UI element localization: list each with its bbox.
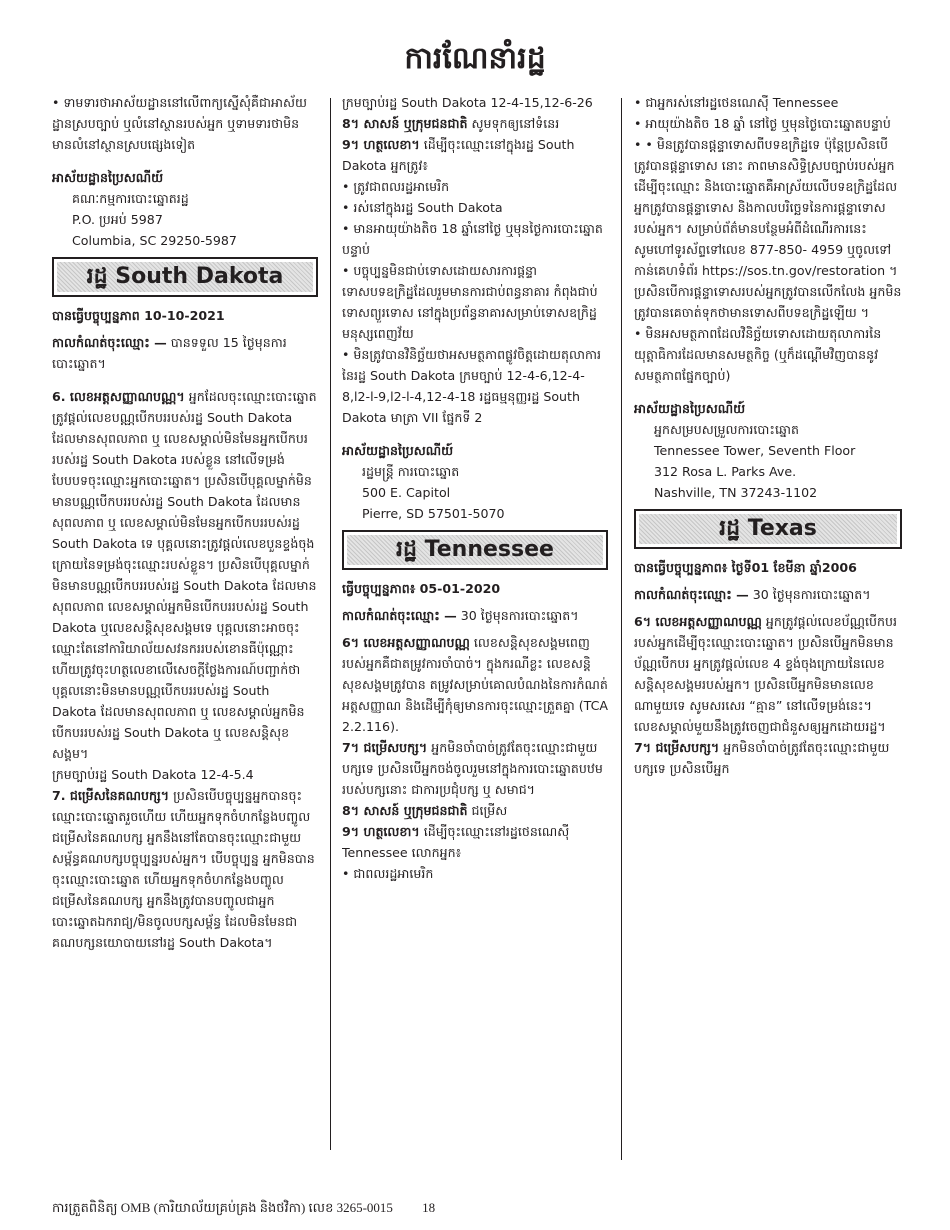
deadline-label: កាលកំណត់ចុះឈ្មោះ — (342, 608, 457, 623)
item-label: 7. ជម្រើសនៃគណបក្ស។ (52, 788, 170, 803)
item-label: 7។ ជម្រើសបក្ស។ (342, 740, 428, 755)
tn-address-line: Nashville, TN 37243-1102 (654, 485, 818, 500)
item-text: សូមទុកឲ្យនៅទំនេរ (471, 116, 560, 131)
sd-law-reference: ក្រមច្បាប់រដ្ឋ South Dakota 12-4-15,12-6-26 (342, 95, 593, 110)
column-1 (52, 92, 318, 1178)
sd-item-6 (52, 386, 318, 764)
deadline-label: កាលកំណត់ចុះឈ្មោះ — (52, 335, 167, 350)
tn-item-6 (342, 632, 608, 737)
item-text: ដើម្បីចុះឈ្មោះនៅរដ្ឋថេនណេស៊ី Tennessee លោកអ្នក៖ (342, 824, 570, 860)
deadline-text: 30 ថ្ងៃមុនការបោះឆ្នោត។ (752, 587, 871, 602)
page-footer (52, 1200, 435, 1219)
sd-address-line: 500 E. Capitol (362, 485, 451, 500)
column-divider (330, 98, 331, 1150)
deadline-label: កាលកំណត់ចុះឈ្មោះ — (634, 587, 749, 602)
tn-address-line: Tennessee Tower, Seventh Floor (654, 443, 856, 458)
tx-updated-date: បានធ្វើបច្ចុប្បន្នភាព៖ ថ្ងៃទី01 ខែមីនា ឆ្នាំ2006 (634, 560, 857, 575)
sd-updated-date: បានធ្វើបច្ចុប្បន្នភាព 10-10-2021 (52, 308, 225, 323)
page-title: ការណែនាំរដ្ឋ (404, 41, 546, 76)
deadline-text: បានទទួល 15 ថ្ងៃមុនការបោះឆ្នោត។ (52, 335, 287, 371)
sd-requirement: • មានអាយុយ៉ាងតិច 18 ឆ្នាំនៅថ្ងៃ ឬមុនថ្ងៃការបោះឆ្នោតបន្ទាប់ (342, 221, 603, 257)
sd-registration-deadline (52, 332, 318, 374)
tennessee-heading: រដ្ឋ Tennessee (342, 530, 608, 570)
tx-item-6 (634, 611, 902, 737)
tn-address-line: អ្នកសម្របសម្រួលការបោះឆ្នោត (654, 422, 799, 437)
sd-mailing-address-heading: អាស័យដ្ឋានប្រៃសណីយ៍ (342, 443, 454, 458)
column-3 (634, 92, 902, 1092)
sd-item-7 (52, 785, 318, 953)
tn-requirement: • ជាពលរដ្ឋអាមេរិក (342, 866, 434, 881)
item-text: អ្នកមិនចាំបាច់ត្រូវតែចុះឈ្មោះជាមួយបក្សទេ ប្រសិនបើអ្នកចង់ចូលរួមនៅក្នុងការបោះឆ្នោតបឋមរបស់បក្សនោះ ជាការប្រជុំបក្ស ឬ សមាជ។ (342, 740, 603, 797)
item-label: 6។ លេខអត្តសញ្ញាណបណ្ណ (342, 635, 470, 650)
item-text: លេខសន្តិសុខសង្គមពេញរបស់អ្នកគឺជាតម្រូវការចាំបាច់។ ក្នុងករណីខ្លះ លេខសន្តិសុខសង្គមត្រូវបាន តម្រូវសម្រាប់គោលបំណងនៃការកំណត់អត្តសញ្ញាណ និងដើម្បីកុំឲ្យមានការចុះឈ្មោះត្រួតគ្នា (TCA 2.2.116). (342, 635, 608, 734)
item-label: 6។ លេខអត្តសញ្ញាណបណ្ណ (634, 614, 762, 629)
tn-item-9 (342, 821, 608, 863)
item-text: អ្នកត្រូវផ្តល់លេខប័ណ្ណបើកបររបស់អ្នកដើម្បីចុះឈ្មោះបោះឆ្នោត។ ប្រសិនបើអ្នកមិនមានប័ណ្ណបើកបរ អ្នកត្រូវផ្តល់លេខ 4 ខ្ទង់ចុងក្រោយនៃលេខសន្តិសុខសង្គមរបស់អ្នក។ ប្រសិនបើអ្នកមិនមានលេខណាមួយទេ សូមសរសេរ “គ្មាន” នៅលើទម្រង់នេះ។ លេខសម្គាល់មួយនឹងត្រូវចេញជាជំនួសឲ្យអ្នកដោយរដ្ឋ។ (634, 614, 897, 734)
omb-control-number: ការត្រួតពិនិត្យ OMB (ការិយាល័យគ្រប់គ្រង និងថវិកា) លេខ 3265-0015 (52, 1200, 393, 1215)
tn-requirement: • • មិនត្រូវបានផ្តន្ទាទោសពីបទឧក្រិដ្ឋទេ ប៉ុន្តែប្រសិនបើត្រូវបានផ្តន្ទាទោស នោះ ភាពមានសិទ្ធិស្របច្បាប់របស់អ្នកដើម្បីចុះឈ្មោះ និងបោះឆ្នោតគឺអាស្រ័យលើបទឧក្រិដ្ឋដែលអ្នកត្រូវបានផ្តន្ទាទោស និងកាលបរិច្ឆេទនៃការផ្តន្ទាទោសរបស់អ្នក។ សម្រាប់ព័ត៌មានបន្ថែមអំពីដំណើរការនេះ សូមហៅទូរស័ព្ទទៅលេខ 877-850- 4959 ឬចូលទៅកាន់គេហទំព័រ https://sos.tn.gov/restoration ។ ប្រសិនបើការផ្តន្ទាទោសរបស់អ្នកត្រូវបានលើកលែង អ្នកមិនត្រូវបានគេចាត់ទុកថាមានទោសពីបទឧក្រិដ្ឋឡើយ ។ (634, 137, 902, 320)
sd-item-9 (342, 134, 608, 176)
sd-item-6-law: ក្រមច្បាប់រដ្ឋ South Dakota 12-4-5.4 (52, 767, 254, 782)
column-divider (621, 98, 622, 1160)
south-dakota-heading: រដ្ឋ South Dakota (52, 257, 318, 297)
item-text: អ្នកដែលចុះឈ្មោះបោះឆ្នោតត្រូវផ្តល់លេខបណ្ណបើកបររបស់រដ្ឋ South Dakota ដែលមានសុពលភាព ឬ លេខសម្គាល់មិនមែនអ្នកបើកបររបស់រដ្ឋ South Dakota របស់ខ្លួន នៅលើទម្រង់បែបបទចុះឈ្មោះអ្នកបោះឆ្នោត។ ប្រសិនបើបុគ្គលម្នាក់មិនមានបណ្ណបើកបររបស់រដ្ឋ South Dakota ដែលមានសុពលភាព ឬ លេខសម្គាល់មិនមែនអ្នកបើកបររបស់រដ្ឋ South Dakota ទេ បុគ្គលនោះត្រូវផ្តល់លេខបួនខ្ទង់ចុងក្រោយនៃទម្រង់ចុះឈ្មោះរបស់ខ្លួន។ ប្រសិនបើបុគ្គលម្នាក់មិនមានបណ្ណបើកបររបស់រដ្ឋ South Dakota ដែលមានសុពលភាព លេខសម្គាល់អ្នកមិនបើកបររបស់រដ្ឋ South Dakota ឬលេខសន្តិសុខសង្គមទេ បុគ្គលនោះអាចចុះឈ្មោះតែនៅការិយាល័យសវនកររបស់ខោនធីប៉ុណ្ណោះ ហើយត្រូវចុះហត្ថលេខាលើសេចក្តីថ្លែងការណ៍បញ្ជាក់ថាបុគ្គលនោះមិនមានបណ្ណបើកបររបស់រដ្ឋ South Dakota ដែលមានសុពលភាព ឬ លេខសម្គាល់អ្នកមិនបើកបររបស់រដ្ឋ South Dakota ឬ លេខសន្តិសុខសង្គម។ (52, 389, 317, 761)
sc-mailing-address-heading: អាស័យដ្ឋានប្រៃសណីយ៍ (52, 170, 164, 185)
tn-item-7 (342, 737, 608, 800)
page-number: 18 (422, 1200, 436, 1215)
sc-address-line: Columbia, SC 29250-5987 (72, 233, 237, 248)
tn-mailing-address-heading: អាស័យដ្ឋានប្រៃសណីយ៍ (634, 401, 746, 416)
sd-requirement: • រស់នៅក្នុងរដ្ឋ South Dakota (342, 200, 503, 215)
sd-item-8 (342, 113, 608, 134)
item-label: 8។ សាសន៍ ឬក្រុមជនជាតិ (342, 803, 468, 818)
tn-item-8 (342, 800, 608, 821)
tn-requirement: • អាយុយ៉ាងតិច 18 ឆ្នាំ នៅថ្ងៃ ឬមុនថ្ងៃបោះឆ្នោតបន្ទាប់ (634, 116, 891, 131)
sd-requirement: • ត្រូវជាពលរដ្ឋអាមេរិក (342, 179, 450, 194)
tx-registration-deadline (634, 584, 902, 605)
sc-residence-requirement: • ទាមទារថាអាស័យដ្ឋាននៅលើពាក្យស្នើសុំគឺជាអាស័យដ្ឋានស្របច្បាប់ ឬលំនៅស្ថានរបស់អ្នក ឬទាមទារថាមិនមានលំនៅស្ថានស្របផ្សេងទៀត (52, 95, 308, 152)
column-2 (342, 92, 608, 1152)
item-text: អ្នកមិនចាំបាច់ត្រូវតែចុះឈ្មោះជាមួយបក្សទេ ប្រសិនបើអ្នក (634, 740, 890, 776)
item-label: 7។ ជម្រើសបក្ស។ (634, 740, 720, 755)
item-label: 6. លេខអត្តសញ្ញាណបណ្ណ។ (52, 389, 185, 404)
sd-requirement: • បច្ចុប្បន្នមិនជាប់ទោសដោយសារការផ្តន្ទាទោសបទឧក្រិដ្ឋដែលរួមមានការជាប់ពន្ធនាគារ កំពុងជាប់ទោសព្យួរទោស នៅក្នុងប្រព័ន្ធនាគារសម្រាប់ទោសឧក្រិដ្ឋមនុស្សពេញវ័យ (342, 263, 598, 341)
sc-address-line: គណៈកម្មការបោះឆ្នោតរដ្ឋ (72, 191, 189, 206)
sd-requirement: • មិនត្រូវបានវិនិច្ឆ័យថាអសមត្ថភាពផ្លូវចិត្តដោយតុលាការនៃរដ្ឋ South Dakota ក្រមច្បាប់ 12-4-6,12-4-8,l2-l-9,l2-l-4,12-4-18 រដ្ឋធម្មនុញ្ញរដ្ឋ South Dakota មាត្រា VII ផ្នែកទី 2 (342, 347, 602, 425)
tn-updated-date: ធ្វើបច្ចុប្បន្នភាព៖ 05-01-2020 (342, 581, 501, 596)
deadline-text: 30 ថ្ងៃមុនការបោះឆ្នោត។ (460, 608, 579, 623)
tn-requirement: • ជាអ្នករស់នៅរដ្ឋថេនណេស៊ី Tennessee (634, 95, 839, 110)
item-text: ជម្រើស (471, 803, 508, 818)
item-label: 8។ សាសន៍ ឬក្រុមជនជាតិ (342, 116, 468, 131)
texas-heading: រដ្ឋ Texas (634, 509, 902, 549)
sd-address-line: រដ្ឋមន្ត្រី ការបោះឆ្នោត (362, 464, 460, 479)
tn-requirement: • មិនអសមត្ថភាពដែលវិនិច្ឆ័យទោសដោយតុលាការនៃយុត្តាធិការដែលមានសមត្ថកិច្ច (ឬក៏ដណ្តើមវិញបាននូវសមត្ថភាពផ្នែកច្បាប់) (634, 326, 882, 383)
item-label: 9។ ហត្ថលេខា។ (342, 824, 420, 839)
item-text: ប្រសិនបើបច្ចុប្បន្នអ្នកបានចុះឈ្មោះបោះឆ្នោតរួចហើយ ហើយអ្នកទុកចំហកន្លែងបញ្ចូលជម្រើសនៃគណបក្ស អ្នកនឹងនៅតែបានចុះឈ្មោះជាមួយសម្ព័ន្ធគណបក្សបច្ចុប្បន្នរបស់អ្នក។ បើបច្ចុប្បន្ន អ្នកមិនបានចុះឈ្មោះបោះឆ្នោត ហើយអ្នកទុកចំហកន្លែងបញ្ចូលជម្រើសនៃគណបក្ស អ្នកនឹងត្រូវបានបញ្ចូលជាអ្នកបោះឆ្នោតឯករាជ្យ/មិនចូលបក្សសម្ព័ន្ធ ដែលមិនមែនជាគណបក្សនយោបាយនៅរដ្ឋ South Dakota។ (52, 788, 315, 950)
tx-item-7 (634, 737, 902, 779)
item-label: 9។ ហត្ថលេខា។ (342, 137, 420, 152)
sc-address-line: P.O. ប្រអប់ 5987 (72, 212, 163, 227)
tn-address-line: 312 Rosa L. Parks Ave. (654, 464, 797, 479)
tn-registration-deadline (342, 605, 608, 626)
sd-address-line: Pierre, SD 57501-5070 (362, 506, 505, 521)
item-text: ដើម្បីចុះឈ្មោះនៅក្នុងរដ្ឋ South Dakota អ្នកត្រូវ៖ (342, 137, 575, 173)
